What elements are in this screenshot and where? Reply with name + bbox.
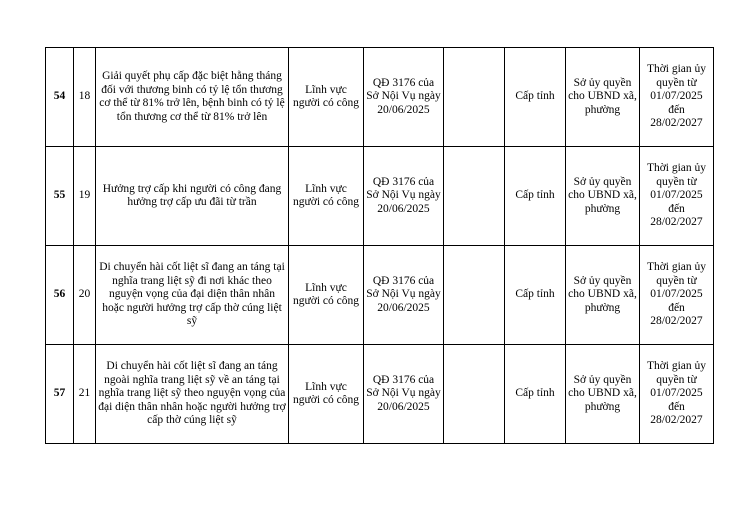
procedure-table bbox=[45, 47, 714, 444]
table-row bbox=[46, 147, 714, 246]
delegation-cell: Sở ủy quyền cho UBND xã, phường bbox=[566, 147, 640, 246]
decision-cell: QĐ 3176 của Sở Nội Vụ ngày 20/06/2025 bbox=[364, 147, 444, 246]
level-cell: Cấp tỉnh bbox=[505, 147, 566, 246]
delegation-cell: Sở ủy quyền cho UBND xã, phường bbox=[566, 345, 640, 444]
field-cell: Lĩnh vực người có công bbox=[289, 48, 364, 147]
row-number: 55 bbox=[46, 147, 74, 246]
sub-number: 18 bbox=[74, 48, 96, 147]
row-number: 57 bbox=[46, 345, 74, 444]
decision-cell: QĐ 3176 của Sở Nội Vụ ngày 20/06/2025 bbox=[364, 345, 444, 444]
decision-cell: QĐ 3176 của Sở Nội Vụ ngày 20/06/2025 bbox=[364, 48, 444, 147]
table-row bbox=[46, 48, 714, 147]
period-cell: Thời gian ủy quyền từ 01/07/2025 đến 28/02/2027 bbox=[640, 147, 714, 246]
row-number: 56 bbox=[46, 246, 74, 345]
row-number: 54 bbox=[46, 48, 74, 147]
procedure-name: Hưởng trợ cấp khi người có công đang hưởng trợ cấp ưu đãi từ trần bbox=[96, 147, 289, 246]
field-cell: Lĩnh vực người có công bbox=[289, 147, 364, 246]
delegation-cell: Sở ủy quyền cho UBND xã, phường bbox=[566, 246, 640, 345]
procedure-name: Giải quyết phụ cấp đặc biệt hằng tháng đối với thương binh có tỷ lệ tổn thương cơ thể từ 81% trở lên, bệnh binh có tỷ lệ tổn thương cơ thể từ 81% trở lên bbox=[96, 48, 289, 147]
level-cell: Cấp tỉnh bbox=[505, 345, 566, 444]
empty-cell bbox=[444, 147, 505, 246]
procedure-name: Di chuyển hài cốt liệt sĩ đang an táng tại nghĩa trang liệt sỹ đi nơi khác theo nguyện vọng của đại diện thân nhân hoặc người hưởng trợ cấp thờ cúng liệt sỹ bbox=[96, 246, 289, 345]
sub-number: 19 bbox=[74, 147, 96, 246]
period-cell: Thời gian ủy quyền từ 01/07/2025 đến 28/02/2027 bbox=[640, 246, 714, 345]
sub-number: 21 bbox=[74, 345, 96, 444]
table-row bbox=[46, 246, 714, 345]
decision-cell: QĐ 3176 của Sở Nội Vụ ngày 20/06/2025 bbox=[364, 246, 444, 345]
level-cell: Cấp tỉnh bbox=[505, 246, 566, 345]
period-cell: Thời gian ủy quyền từ 01/07/2025 đến 28/02/2027 bbox=[640, 345, 714, 444]
level-cell: Cấp tỉnh bbox=[505, 48, 566, 147]
delegation-cell: Sở ủy quyền cho UBND xã, phường bbox=[566, 48, 640, 147]
sub-number: 20 bbox=[74, 246, 96, 345]
period-cell: Thời gian ủy quyền từ 01/07/2025 đến 28/02/2027 bbox=[640, 48, 714, 147]
table-row bbox=[46, 345, 714, 444]
empty-cell bbox=[444, 246, 505, 345]
procedure-name: Di chuyển hài cốt liệt sĩ đang an táng ngoài nghĩa trang liệt sỹ về an táng tại nghĩa trang liệt sỹ theo nguyện vọng của đại diện thân nhân hoặc người hưởng trợ cấp thờ cúng liệt sỹ bbox=[96, 345, 289, 444]
field-cell: Lĩnh vực người có công bbox=[289, 246, 364, 345]
field-cell: Lĩnh vực người có công bbox=[289, 345, 364, 444]
empty-cell bbox=[444, 345, 505, 444]
empty-cell bbox=[444, 48, 505, 147]
